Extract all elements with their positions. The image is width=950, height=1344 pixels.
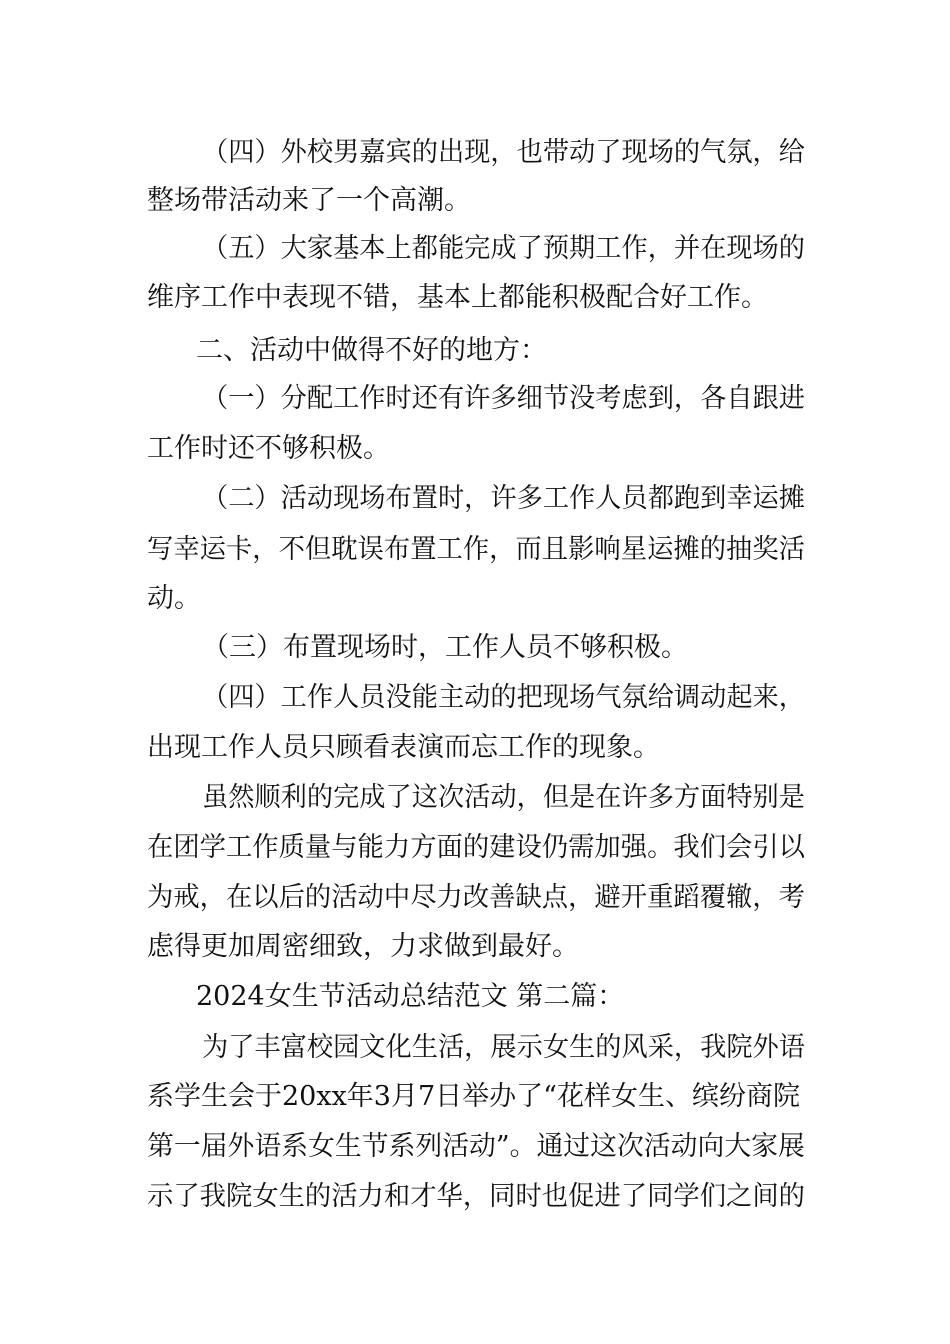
text-line: （五）大家基本上都能完成了预期工作，并在现场的 <box>202 233 805 264</box>
text-line: 在团学工作质量与能力方面的建设仍需加强。我们会引以 <box>147 832 805 863</box>
text-line: 写幸运卡，不但耽误布置工作，而且影响星运摊的抽奖活 <box>147 534 805 565</box>
text-line: 示了我院女生的活力和才华，同时也促进了同学们之间的 <box>147 1181 805 1212</box>
text-line: （一）分配工作时还有许多细节没考虑到，各自跟进 <box>202 383 805 414</box>
text-line: 工作时还不够积极。 <box>147 433 390 464</box>
text-line: 虑得更加周密细致，力求做到最好。 <box>147 931 579 962</box>
text-line: 动。 <box>147 583 201 614</box>
text-line: 系学生会于20xx年3月7日举办了“花样女生、缤纷商院 <box>147 1081 800 1112</box>
text-line: （三）布置现场时，工作人员不够积极。 <box>202 632 688 663</box>
section-heading: 2024女生节活动总结范文 第二篇： <box>196 981 625 1012</box>
text-line: 维序工作中表现不错，基本上都能积极配合好工作。 <box>147 282 768 313</box>
text-line: （二）活动现场布置时，许多工作人员都跑到幸运摊 <box>202 483 805 514</box>
text-line: 出现工作人员只顾看表演而忘工作的现象。 <box>147 732 660 763</box>
text-line: （四）工作人员没能主动的把现场气氛给调动起来， <box>202 682 805 713</box>
text-line: 虽然顺利的完成了这次活动，但是在许多方面特别是 <box>202 782 805 813</box>
text-line: 为了丰富校园文化生活，展示女生的风采，我院外语 <box>202 1032 805 1063</box>
text-line: 为戒，在以后的活动中尽力改善缺点，避开重蹈覆辙，考 <box>147 882 805 913</box>
section-heading: 二、活动中做得不好的地方： <box>196 335 547 366</box>
text-line: 整场带活动来了一个高潮。 <box>147 185 471 216</box>
text-line: 第一届外语系女生节系列活动”。通过这次活动向大家展 <box>147 1131 805 1162</box>
text-line: （四）外校男嘉宾的出现，也带动了现场的气氛，给 <box>202 137 805 168</box>
